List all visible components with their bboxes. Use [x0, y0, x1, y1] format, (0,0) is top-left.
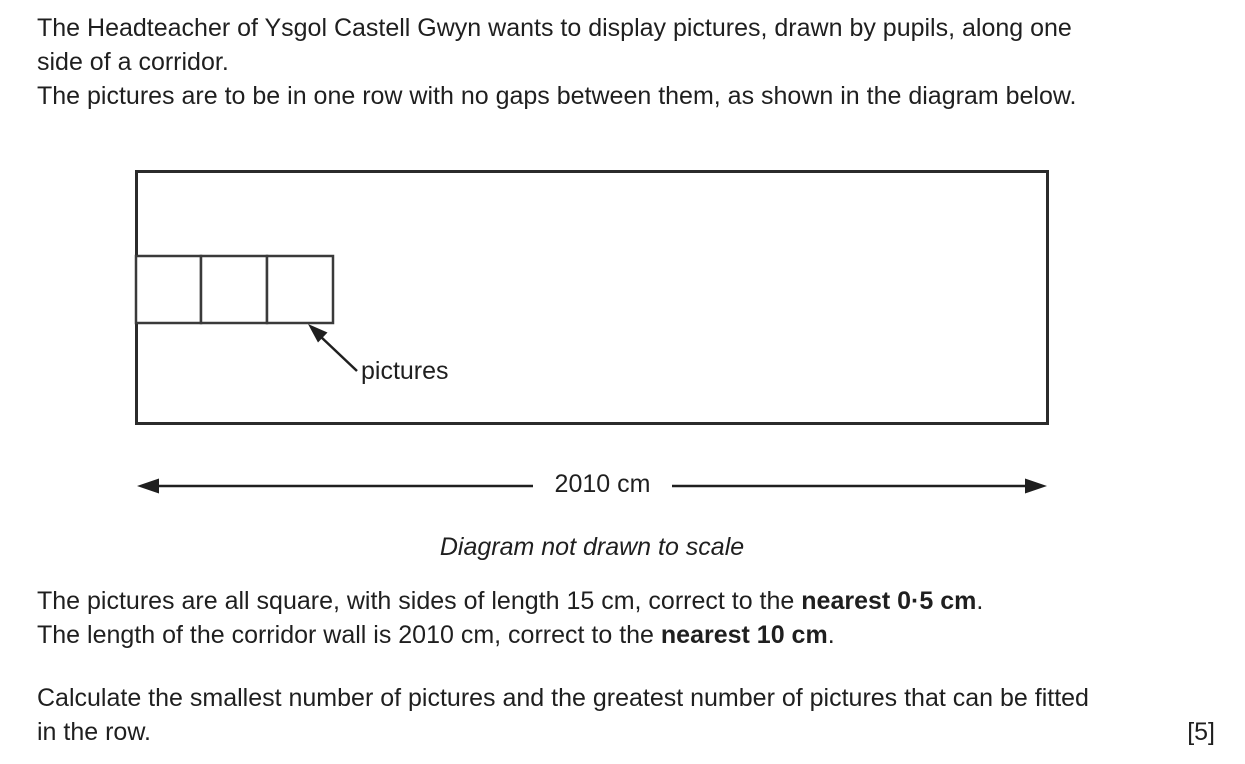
marks-badge: [5]	[1187, 718, 1215, 746]
question-line: in the row.	[37, 718, 151, 746]
intro-line: side of a corridor.	[37, 48, 229, 76]
condition-line-corridor	[37, 618, 1222, 652]
dimension-label: 2010 cm	[554, 470, 651, 498]
not-to-scale-caption: Diagram not drawn to scale	[439, 533, 745, 561]
condition-bold-accuracy: nearest 10 cm	[660, 621, 828, 649]
picture-square	[136, 256, 201, 323]
condition-bold-accuracy: nearest 0·5 cm	[801, 587, 977, 615]
dimension-arrowhead-right	[1025, 479, 1047, 494]
question-paragraph	[37, 681, 1215, 749]
picture-square	[201, 256, 267, 323]
dimension-arrowhead-left	[137, 479, 159, 494]
question-line: Calculate the smallest number of pictures and the greatest number of pictures that can be fitted	[37, 684, 1089, 712]
condition-text: .	[827, 621, 835, 649]
condition-text: The length of the corridor wall is 2010 cm, correct to the	[37, 621, 661, 649]
pictures-pointer-line	[320, 336, 357, 371]
condition-text: The pictures are all square, with sides of length 15 cm, correct to the	[37, 587, 802, 615]
corridor-diagram	[0, 150, 1245, 590]
condition-text: .	[976, 587, 984, 615]
pictures-label: pictures	[361, 357, 449, 385]
intro-line: The pictures are to be in one row with no gaps between them, as shown in the diagram below.	[37, 82, 1077, 110]
intro-paragraph	[37, 11, 1222, 113]
intro-line: The Headteacher of Ysgol Castell Gwyn wants to display pictures, drawn by pupils, along one	[37, 14, 1072, 42]
condition-line-pictures	[37, 584, 1222, 618]
conditions-paragraph	[37, 584, 1222, 652]
picture-square	[267, 256, 333, 323]
